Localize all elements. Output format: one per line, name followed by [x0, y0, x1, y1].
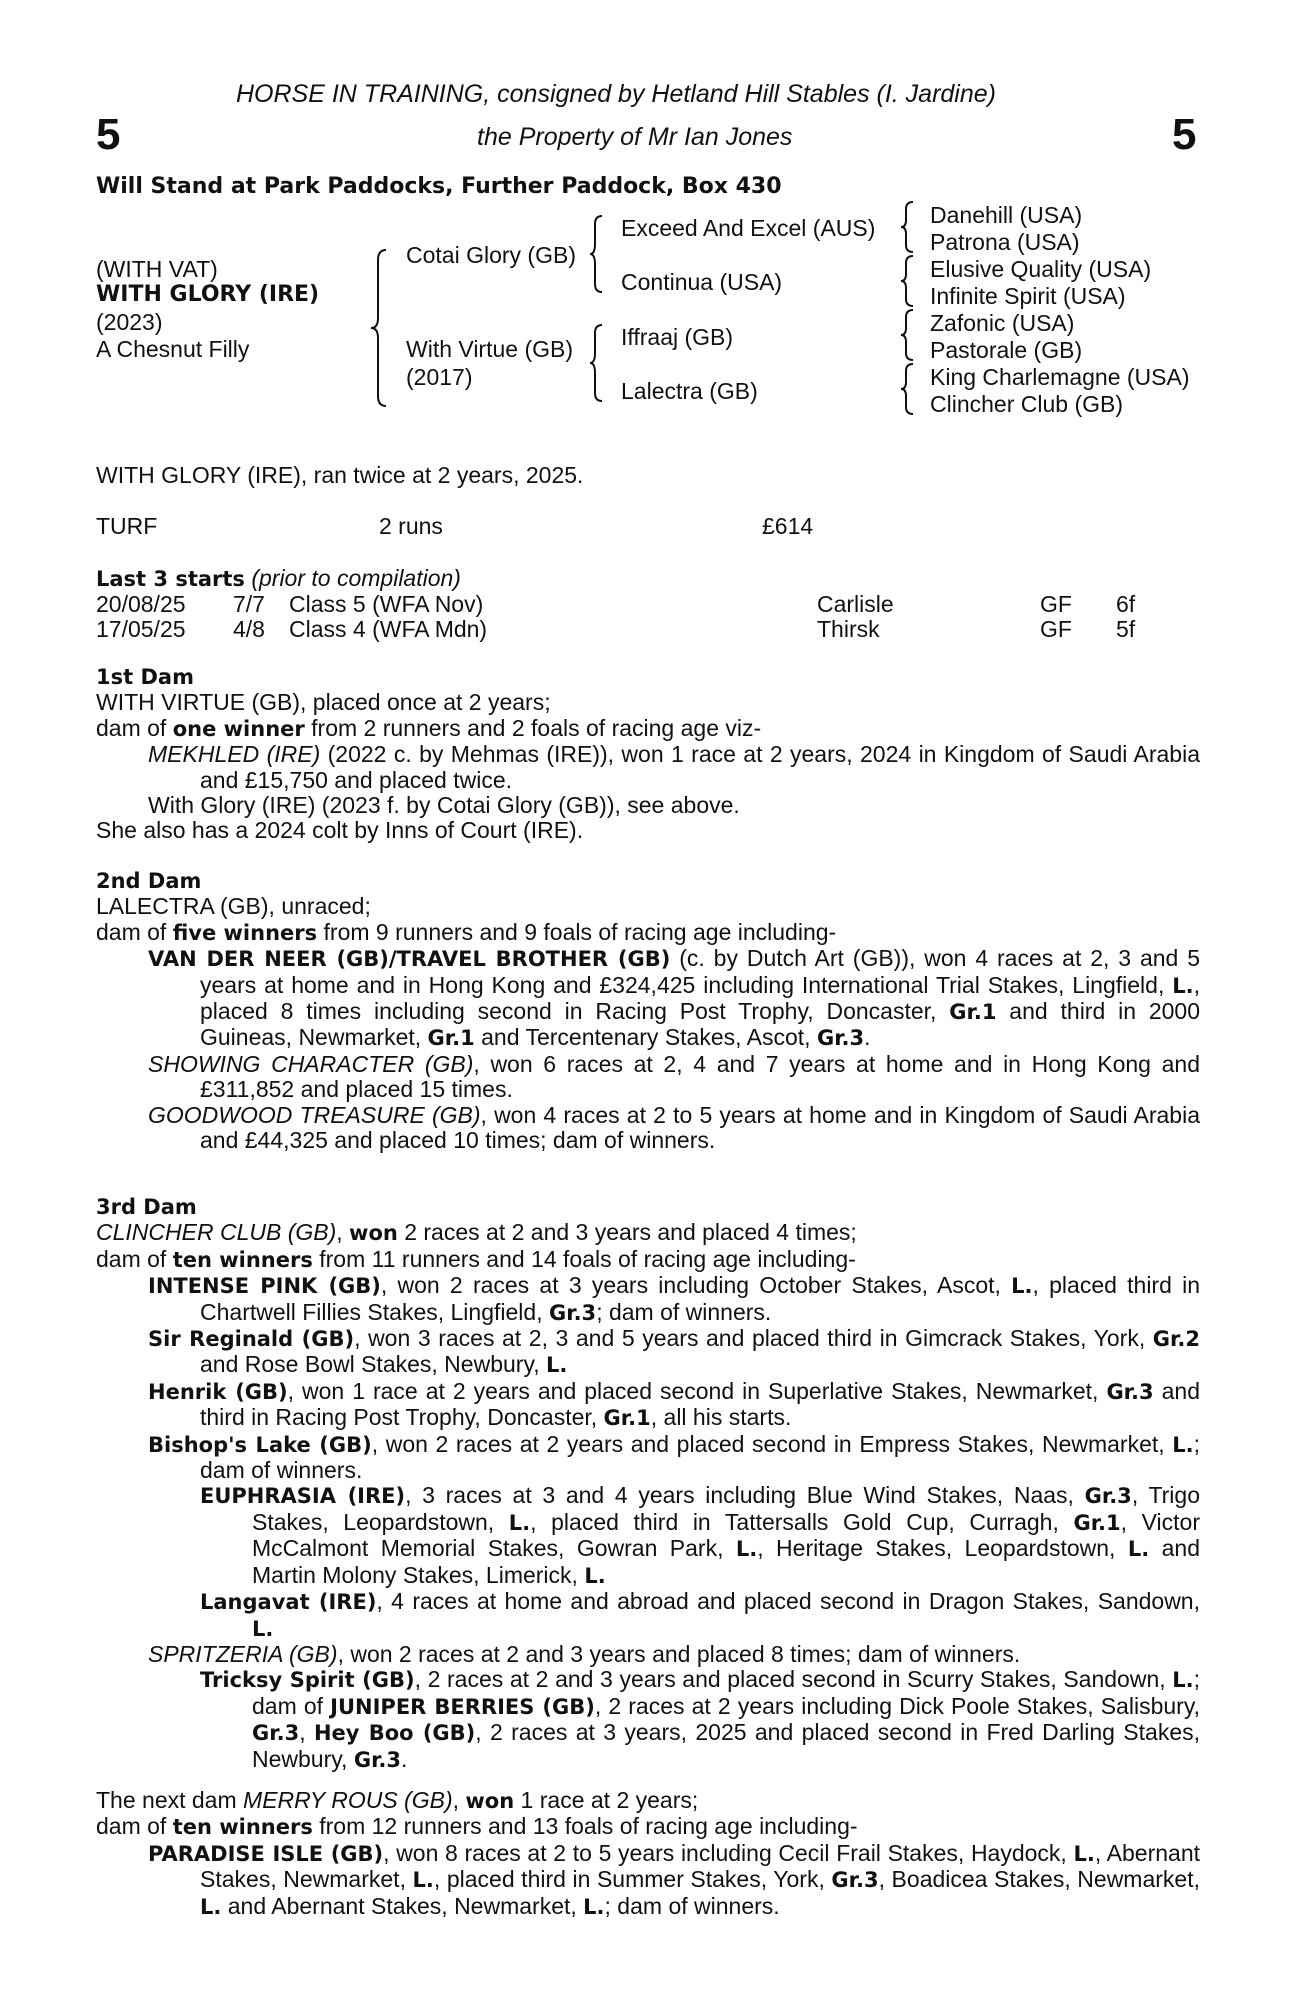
produce-entry: Henrik (GB), won 1 race at 2 years and placed second in Superlative Stakes, Newmarket, Gr.3 and third in Racing Post Trophy, Doncaster, Gr.1, all his starts. — [148, 1377, 1200, 1431]
earnings: £614 — [762, 513, 814, 539]
produce-entry: PARADISE ISLE (GB), won 8 races at 2 to 5 years including Cecil Frail Stakes, Haydock, L., Abernant Stakes, Newmarket, L., placed third in Summer Stakes, York, Gr.3, Boadicea Stakes, Newmarket, L. and Abernant Stakes, Newmarket, L.; dam of winners. — [148, 1839, 1200, 1919]
pedigree-brace-sire — [590, 214, 606, 294]
pedigree-brace-g2 — [901, 254, 917, 308]
produce-entry: Sir Reginald (GB), won 3 races at 2, 3 and 5 years and placed third in Gimcrack Stakes, York, Gr.2 and Rose Bowl Stakes, Newbury, L. — [148, 1325, 1200, 1378]
start-distance: 5f — [1116, 616, 1136, 642]
second-dam-section — [96, 868, 1200, 1153]
start-course: Carlisle — [817, 591, 894, 617]
pedigree-gg-6: Pastorale (GB) — [930, 337, 1083, 363]
second-dam-produce-line: dam of five winners from 9 runners and 9 foals of racing age including- — [96, 918, 837, 945]
start-race: Class 5 (WFA Nov) — [289, 591, 484, 617]
start-date: 17/05/25 — [96, 616, 186, 642]
produce-entry: With Glory (IRE) (2023 f. by Cotai Glory (GB)), see above. — [148, 792, 740, 819]
vat-note: (WITH VAT) — [96, 256, 218, 282]
horse-year: (2023) — [96, 309, 163, 335]
start-course: Thirsk — [817, 616, 880, 642]
pedigree-dam-dam: Lalectra (GB) — [621, 378, 758, 404]
next-dam-produce-line: dam of ten winners from 12 runners and 13 foals of racing age including- — [96, 1813, 858, 1840]
lot-number-right: 5 — [1172, 110, 1197, 159]
start-going: GF — [1040, 591, 1072, 617]
produce-entry: SPRITZERIA (GB), won 2 races at 2 and 3 years and placed 8 times; dam of winners. — [148, 1640, 1021, 1667]
produce-entry: MEKHLED (IRE) (2022 c. by Mehmas (IRE)), won 1 race at 2 years, 2024 in Kingdom of Saudi Arabia and £15,750 and placed twice. — [148, 741, 1200, 793]
start-position: 7/7 — [233, 591, 265, 617]
first-dam-line: WITH VIRTUE (GB), placed once at 2 years; — [96, 689, 551, 716]
runs-count: 2 runs — [379, 513, 443, 539]
next-dam-line: The next dam MERRY ROUS (GB), won 1 race at 2 years; — [96, 1787, 699, 1813]
start-date: 20/08/25 — [96, 591, 186, 617]
first-dam-heading: 1st Dam — [96, 665, 194, 689]
third-dam-heading: 3rd Dam — [96, 1195, 197, 1219]
last-starts-title: Last 3 starts — [96, 567, 245, 591]
pedigree-gg-8: Clincher Club (GB) — [930, 391, 1123, 417]
produce-entry: EUPHRASIA (IRE), 3 races at 3 and 4 years including Blue Wind Stakes, Naas, Gr.3, Trigo Stakes, Leopardstown, L., placed third in Tattersalls Gold Cup, Curragh, Gr.1, Victor McCalmont Memorial Stakes, Gowran Park, L., Heritage Stakes, Leopardstown, L. and Martin Molony Stakes, Limerick, L. — [200, 1482, 1201, 1588]
start-position: 4/8 — [233, 616, 265, 642]
pedigree-brace-g1 — [901, 200, 917, 254]
consignment-line: HORSE IN TRAINING, consigned by Hetland Hill Stables (I. Jardine) — [236, 80, 996, 108]
pedigree-gg-7: King Charlemagne (USA) — [930, 364, 1190, 390]
pedigree-gg-1: Danehill (USA) — [930, 202, 1083, 228]
pedigree-dam-year: (2017) — [406, 364, 473, 390]
pedigree-gg-5: Zafonic (USA) — [930, 310, 1075, 336]
race-summary: WITH GLORY (IRE), ran twice at 2 years, 2025. — [96, 462, 584, 488]
property-line: the Property of Mr Ian Jones — [477, 123, 793, 151]
pedigree-brace-main — [370, 248, 390, 408]
start-going: GF — [1040, 616, 1072, 642]
second-dam-heading: 2nd Dam — [96, 869, 202, 893]
third-dam-produce-line: dam of ten winners from 11 runners and 14 foals of racing age including- — [96, 1245, 856, 1272]
lot-number-left: 5 — [96, 110, 121, 159]
pedigree-gg-4: Infinite Spirit (USA) — [930, 283, 1126, 309]
pedigree-brace-g3 — [901, 308, 917, 362]
next-dam-section — [96, 1788, 1200, 1920]
start-race: Class 4 (WFA Mdn) — [289, 616, 488, 642]
stand-location: Will Stand at Park Paddocks, Further Paddock, Box 430 — [96, 174, 782, 199]
produce-entry: Bishop's Lake (GB), won 2 races at 2 years and placed second in Empress Stakes, Newmarket, L.; dam of winners. — [148, 1430, 1200, 1484]
last-starts-heading — [96, 565, 461, 592]
pedigree-sire: Cotai Glory (GB) — [406, 242, 576, 268]
pedigree-sire-dam: Continua (USA) — [621, 269, 783, 295]
first-dam-note: She also has a 2024 colt by Inns of Court (IRE). — [96, 817, 584, 844]
produce-entry: Langavat (IRE), 4 races at home and abroad and placed second in Dragon Stakes, Sandown, L. — [200, 1588, 1200, 1641]
start-distance: 6f — [1116, 591, 1136, 617]
pedigree-gg-3: Elusive Quality (USA) — [930, 256, 1152, 282]
produce-entry: Tricksy Spirit (GB), 2 races at 2 and 3 years and placed second in Scurry Stakes, Sandown, L.; dam of JUNIPER BERRIES (GB), 2 races at 2 years including Dick Poole Stakes, Salisbury, Gr.3, Hey Boo (GB), 2 races at 3 years, 2025 and placed second in Fred Darling Stakes, Newbury, Gr.3. — [200, 1666, 1201, 1772]
first-dam-produce-line: dam of one winner from 2 runners and 2 foals of racing age viz- — [96, 714, 762, 741]
horse-description: A Chesnut Filly — [96, 336, 250, 362]
last-starts-note: (prior to compilation) — [251, 565, 461, 591]
surface-label: TURF — [96, 513, 158, 539]
third-dam-section — [96, 1194, 1200, 1773]
pedigree-sire-sire: Exceed And Excel (AUS) — [621, 215, 876, 241]
pedigree-dam: With Virtue (GB) — [406, 336, 573, 362]
pedigree-brace-g4 — [901, 362, 917, 416]
produce-entry: INTENSE PINK (GB), won 2 races at 3 years including October Stakes, Ascot, L., placed third in Chartwell Fillies Stakes, Lingfield, Gr.3; dam of winners. — [148, 1272, 1201, 1325]
pedigree-gg-2: Patrona (USA) — [930, 229, 1080, 255]
produce-entry: SHOWING CHARACTER (GB), won 6 races at 2, 4 and 7 years at home and in Hong Kong and £311,852 and placed 15 times. — [148, 1050, 1200, 1103]
pedigree-dam-sire: Iffraaj (GB) — [621, 324, 734, 350]
produce-entry: VAN DER NEER (GB)/TRAVEL BROTHER (GB) (c. by Dutch Art (GB)), won 4 races at 2, 3 and 5 years at home and in Hong Kong and £324,425 including International Trial Stakes, Lingfield, L., placed 8 times including second in Racing Post Trophy, Doncaster, Gr.1 and third in 2000 Guineas, Newmarket, Gr.1 and Tercentenary Stakes, Ascot, Gr.3. — [148, 945, 1200, 1051]
horse-name: WITH GLORY (IRE) — [96, 282, 320, 307]
produce-entry: GOODWOOD TREASURE (GB), won 4 races at 2 to 5 years at home and in Kingdom of Saudi Arabia and £44,325 and placed 10 times; dam of winners. — [148, 1101, 1200, 1154]
third-dam-line: CLINCHER CLUB (GB), won 2 races at 2 and 3 years and placed 4 times; — [96, 1219, 857, 1246]
pedigree-brace-dam — [590, 323, 606, 403]
first-dam-section — [96, 664, 1200, 844]
second-dam-line: LALECTRA (GB), unraced; — [96, 893, 371, 920]
